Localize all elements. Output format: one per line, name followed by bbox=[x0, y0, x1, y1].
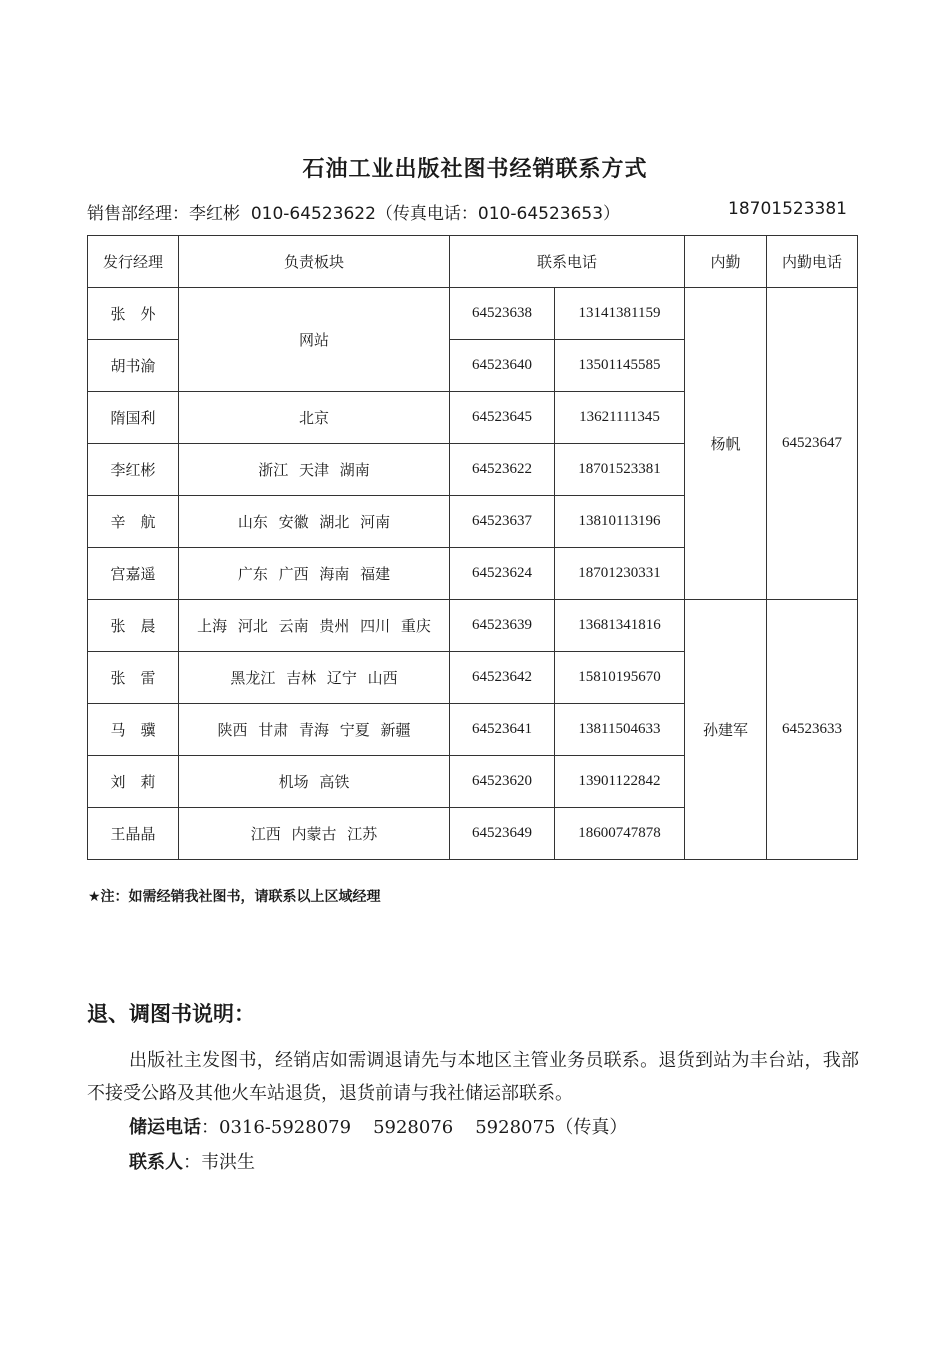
contact-label: 联系人 bbox=[129, 1152, 183, 1173]
region-cell: 山东 安徽 湖北 河南 bbox=[179, 496, 450, 548]
page-title: 石油工业出版社图书经销联系方式 bbox=[302, 157, 648, 182]
manager-name-cell: 张 晨 bbox=[88, 600, 179, 652]
sales-manager-line bbox=[87, 199, 857, 224]
region-cell: 广东 广西 海南 福建 bbox=[179, 548, 450, 600]
storage-phone-1: 0316-5928079 bbox=[219, 1117, 352, 1138]
storage-phone-3: 5928075（传真） bbox=[475, 1117, 628, 1138]
tel-cell: 64523640 bbox=[450, 340, 555, 392]
manager-name-cell: 宫嘉遥 bbox=[88, 548, 179, 600]
manager-name-cell: 马 骥 bbox=[88, 704, 179, 756]
tel-cell: 64523639 bbox=[450, 600, 555, 652]
header-staff: 内勤 bbox=[685, 236, 767, 288]
staff-phone-cell: 64523633 bbox=[767, 600, 858, 860]
manager-name: 李红彬 bbox=[189, 204, 240, 224]
region-cell: 上海 河北 云南 贵州 四川 重庆 bbox=[179, 600, 450, 652]
tel-cell: 64523638 bbox=[450, 288, 555, 340]
tel-cell: 64523649 bbox=[450, 808, 555, 860]
table-row bbox=[88, 288, 858, 340]
table-row bbox=[88, 600, 858, 652]
tel-cell: 64523637 bbox=[450, 496, 555, 548]
returns-title: 退、调图书说明： bbox=[87, 1002, 255, 1026]
mobile-cell: 18600747878 bbox=[555, 808, 685, 860]
staff-name-cell: 杨帆 bbox=[685, 288, 767, 600]
tel-cell: 64523622 bbox=[450, 444, 555, 496]
mobile-cell: 13681341816 bbox=[555, 600, 685, 652]
region-cell: 陕西 甘肃 青海 宁夏 新疆 bbox=[179, 704, 450, 756]
manager-mobile: 18701523381 bbox=[728, 199, 847, 219]
manager-name-cell: 刘 莉 bbox=[88, 756, 179, 808]
tel-cell: 64523645 bbox=[450, 392, 555, 444]
mobile-cell: 18701230331 bbox=[555, 548, 685, 600]
mobile-cell: 13811504633 bbox=[555, 704, 685, 756]
manager-name-cell: 隋国利 bbox=[88, 392, 179, 444]
mobile-cell: 13621111345 bbox=[555, 392, 685, 444]
manager-name-cell: 李红彬 bbox=[88, 444, 179, 496]
manager-name-cell: 辛 航 bbox=[88, 496, 179, 548]
manager-fax-label: （传真电话： bbox=[375, 204, 478, 224]
tel-cell: 64523620 bbox=[450, 756, 555, 808]
staff-phone-cell: 64523647 bbox=[767, 288, 858, 600]
region-cell: 黑龙江 吉林 辽宁 山西 bbox=[179, 652, 450, 704]
header-phone: 联系电话 bbox=[450, 236, 685, 288]
table-header-row bbox=[88, 236, 858, 288]
contact-name: 韦洪生 bbox=[201, 1152, 255, 1173]
contact-colon: ： bbox=[183, 1152, 201, 1173]
region-cell: 浙江 天津 湖南 bbox=[179, 444, 450, 496]
tel-cell: 64523641 bbox=[450, 704, 555, 756]
manager-label: 销售部经理： bbox=[87, 204, 189, 224]
header-manager: 发行经理 bbox=[88, 236, 179, 288]
region-cell: 江西 内蒙古 江苏 bbox=[179, 808, 450, 860]
header-staff-phone: 内勤电话 bbox=[767, 236, 858, 288]
manager-name-cell: 王晶晶 bbox=[88, 808, 179, 860]
region-cell: 网站 bbox=[179, 288, 450, 392]
storage-label: 储运电话 bbox=[129, 1117, 201, 1138]
tel-cell: 64523624 bbox=[450, 548, 555, 600]
region-cell: 北京 bbox=[179, 392, 450, 444]
contact-person-line bbox=[129, 1148, 255, 1174]
manager-phone: 010-64523622 bbox=[250, 204, 376, 224]
mobile-cell: 13810113196 bbox=[555, 496, 685, 548]
manager-name-cell: 胡书渝 bbox=[88, 340, 179, 392]
distribution-note: ★注：如需经销我社图书，请联系以上区域经理 bbox=[88, 889, 381, 905]
manager-name-cell: 张 外 bbox=[88, 288, 179, 340]
manager-name-cell: 张 雷 bbox=[88, 652, 179, 704]
storage-phone-line bbox=[129, 1113, 627, 1139]
staff-name-cell: 孙建军 bbox=[685, 600, 767, 860]
mobile-cell: 13901122842 bbox=[555, 756, 685, 808]
region-cell: 机场 高铁 bbox=[179, 756, 450, 808]
tel-cell: 64523642 bbox=[450, 652, 555, 704]
storage-phone-2: 5928076 bbox=[373, 1117, 454, 1138]
mobile-cell: 15810195670 bbox=[555, 652, 685, 704]
header-region: 负责板块 bbox=[179, 236, 450, 288]
manager-fax: 010-64523653 bbox=[477, 204, 604, 224]
mobile-cell: 13141381159 bbox=[555, 288, 685, 340]
mobile-cell: 13501145585 bbox=[555, 340, 685, 392]
manager-fax-close: ） bbox=[603, 204, 621, 224]
mobile-cell: 18701523381 bbox=[555, 444, 685, 496]
returns-paragraph: 出版社主发图书，经销店如需调退请先与本地区主管业务员联系。退货到站为丰台站，我部不接受公路及其他火车站退货，退货前请与我社储运部联系。 bbox=[87, 1050, 859, 1104]
storage-colon: ： bbox=[201, 1117, 219, 1138]
contact-table bbox=[87, 235, 858, 860]
